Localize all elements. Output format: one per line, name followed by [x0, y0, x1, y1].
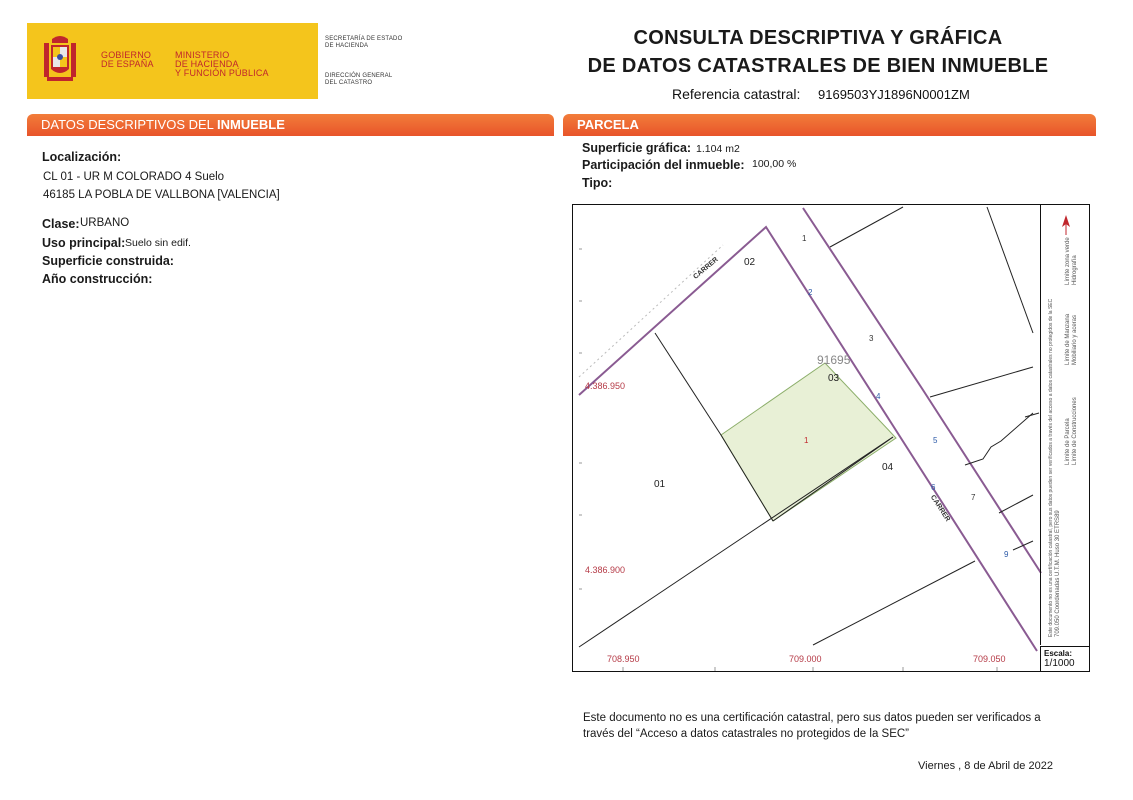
uso-principal-label: Uso principal: [42, 236, 126, 250]
street-number-5: 5 [933, 436, 938, 445]
legend-mobiliario: Mobiliario y aceras [1072, 314, 1078, 365]
street-number-1: 1 [802, 234, 807, 243]
cadastral-map-drawing [573, 205, 1091, 673]
legend-limite-construcciones: Límite de Construcciones [1072, 397, 1078, 465]
coord-x-right: 709.050 [973, 654, 1006, 664]
street-number-6: 6 [931, 483, 936, 492]
coat-of-arms-icon [41, 33, 79, 87]
plot-number-02: 02 [744, 257, 756, 268]
participacion-value: 100,00 % [752, 158, 797, 170]
street-number-4: 4 [876, 392, 881, 401]
scale-value: 1/1000 [1044, 658, 1075, 669]
superficie-grafica-label: Superficie gráfica: [582, 141, 692, 155]
street-number-3: 3 [869, 334, 874, 343]
ref-catastral-value: 9169503YJ1896N0001ZM [818, 87, 970, 102]
ministry-line2: DE HACIENDA [175, 59, 239, 69]
map-legend [1040, 205, 1090, 645]
legend-zona-verde: Límite zona verde [1065, 237, 1071, 285]
direccion-line2: DEL CATASTRO [325, 80, 373, 86]
disclaimer-text: Este documento no es una certificación catastral, pero sus datos pueden ser verificados a través del “Acceso a datos catastrales no protegidos de la SEC” [583, 712, 1041, 740]
address-line2: 46185 LA POBLA DE VALLBONA [VALENCIA] [43, 189, 280, 201]
secretaria-line1: SECRETARÍA DE ESTADO [325, 36, 403, 42]
document-title-line2: DE DATOS CATASTRALES DE BIEN INMUEBLE [587, 55, 1049, 77]
street-number-7: 7 [971, 493, 976, 502]
localizacion-label: Localización: [42, 150, 122, 164]
legend-limite-parcela: Límite de Parcela [1065, 418, 1071, 465]
highlighted-parcel [721, 363, 896, 521]
clase-value: URBANO [80, 217, 130, 229]
section-bar-inmueble-bold: INMUEBLE [217, 117, 285, 132]
ministry-line3: Y FUNCIÓN PÚBLICA [175, 68, 269, 78]
coord-y-bottom: 4.386.900 [585, 565, 626, 575]
street-label-right: CARRER [928, 494, 952, 523]
participacion-label: Participación del inmueble: [582, 158, 745, 172]
direccion-line1: DIRECCIÓN GENERAL [325, 73, 393, 79]
section-bar-inmueble-prefix: DATOS DESCRIPTIVOS DEL [41, 117, 218, 132]
document-title-line1: CONSULTA DESCRIPTIVA Y GRÁFICA [633, 27, 1003, 49]
parcel-label: 1 [804, 436, 809, 445]
scale-label: Escala: [1044, 649, 1073, 658]
coord-y-top: 4.386.950 [585, 381, 626, 391]
anyo-construccion-label: Año construcción: [42, 272, 153, 286]
gov-name-line1: GOBIERNO [101, 50, 152, 60]
superficie-grafica-value: 1.104 m2 [696, 143, 740, 155]
plot-number-04: 04 [882, 462, 894, 473]
government-banner [27, 23, 318, 99]
plot-number-01: 01 [654, 479, 666, 490]
address-line1: CL 01 - UR M COLORADO 4 Suelo [43, 171, 225, 183]
legend-disclaimer: Este documento no es una certificación catastral, pero sus datos pueden ser verificados a través del acceso a datos catastrales no protegidos de la SEC [1048, 298, 1054, 637]
uso-principal-value: Suelo sin edif. [125, 237, 191, 249]
block-number: 91695 [817, 353, 851, 367]
section-bar-inmueble [27, 114, 554, 136]
document-date: Viernes , 8 de Abril de 2022 [918, 760, 1053, 772]
scale-box [1040, 646, 1089, 671]
ref-catastral-label: Referencia catastral: [672, 86, 801, 102]
gov-name-line2: DE ESPAÑA [101, 59, 154, 69]
street-number-9: 9 [1004, 550, 1009, 559]
coord-x-mid: 709.000 [789, 654, 822, 664]
secretaria-line2: DE HACIENDA [325, 43, 369, 49]
street-label-top: CARRER [692, 256, 720, 281]
superficie-construida-label: Superficie construida: [42, 254, 174, 268]
ministry-line1: MINISTERIO [175, 50, 230, 60]
plot-number-03: 03 [828, 373, 840, 384]
street-number-2: 2 [808, 288, 813, 297]
clase-label: Clase: [42, 217, 80, 231]
section-bar-parcela: PARCELA [563, 114, 1096, 136]
legend-hidrografia: Hidrografía [1072, 255, 1078, 285]
tipo-label: Tipo: [582, 176, 613, 190]
cadastral-map [572, 204, 1090, 672]
legend-utm-text: 709.050 Coordenadas U.T.M. Huso 30 ETRS89 [1055, 510, 1061, 637]
legend-limite-manzana: Límite de Manzana [1065, 313, 1071, 365]
coord-x-left: 708.950 [607, 654, 640, 664]
north-arrow-icon [1062, 215, 1070, 235]
